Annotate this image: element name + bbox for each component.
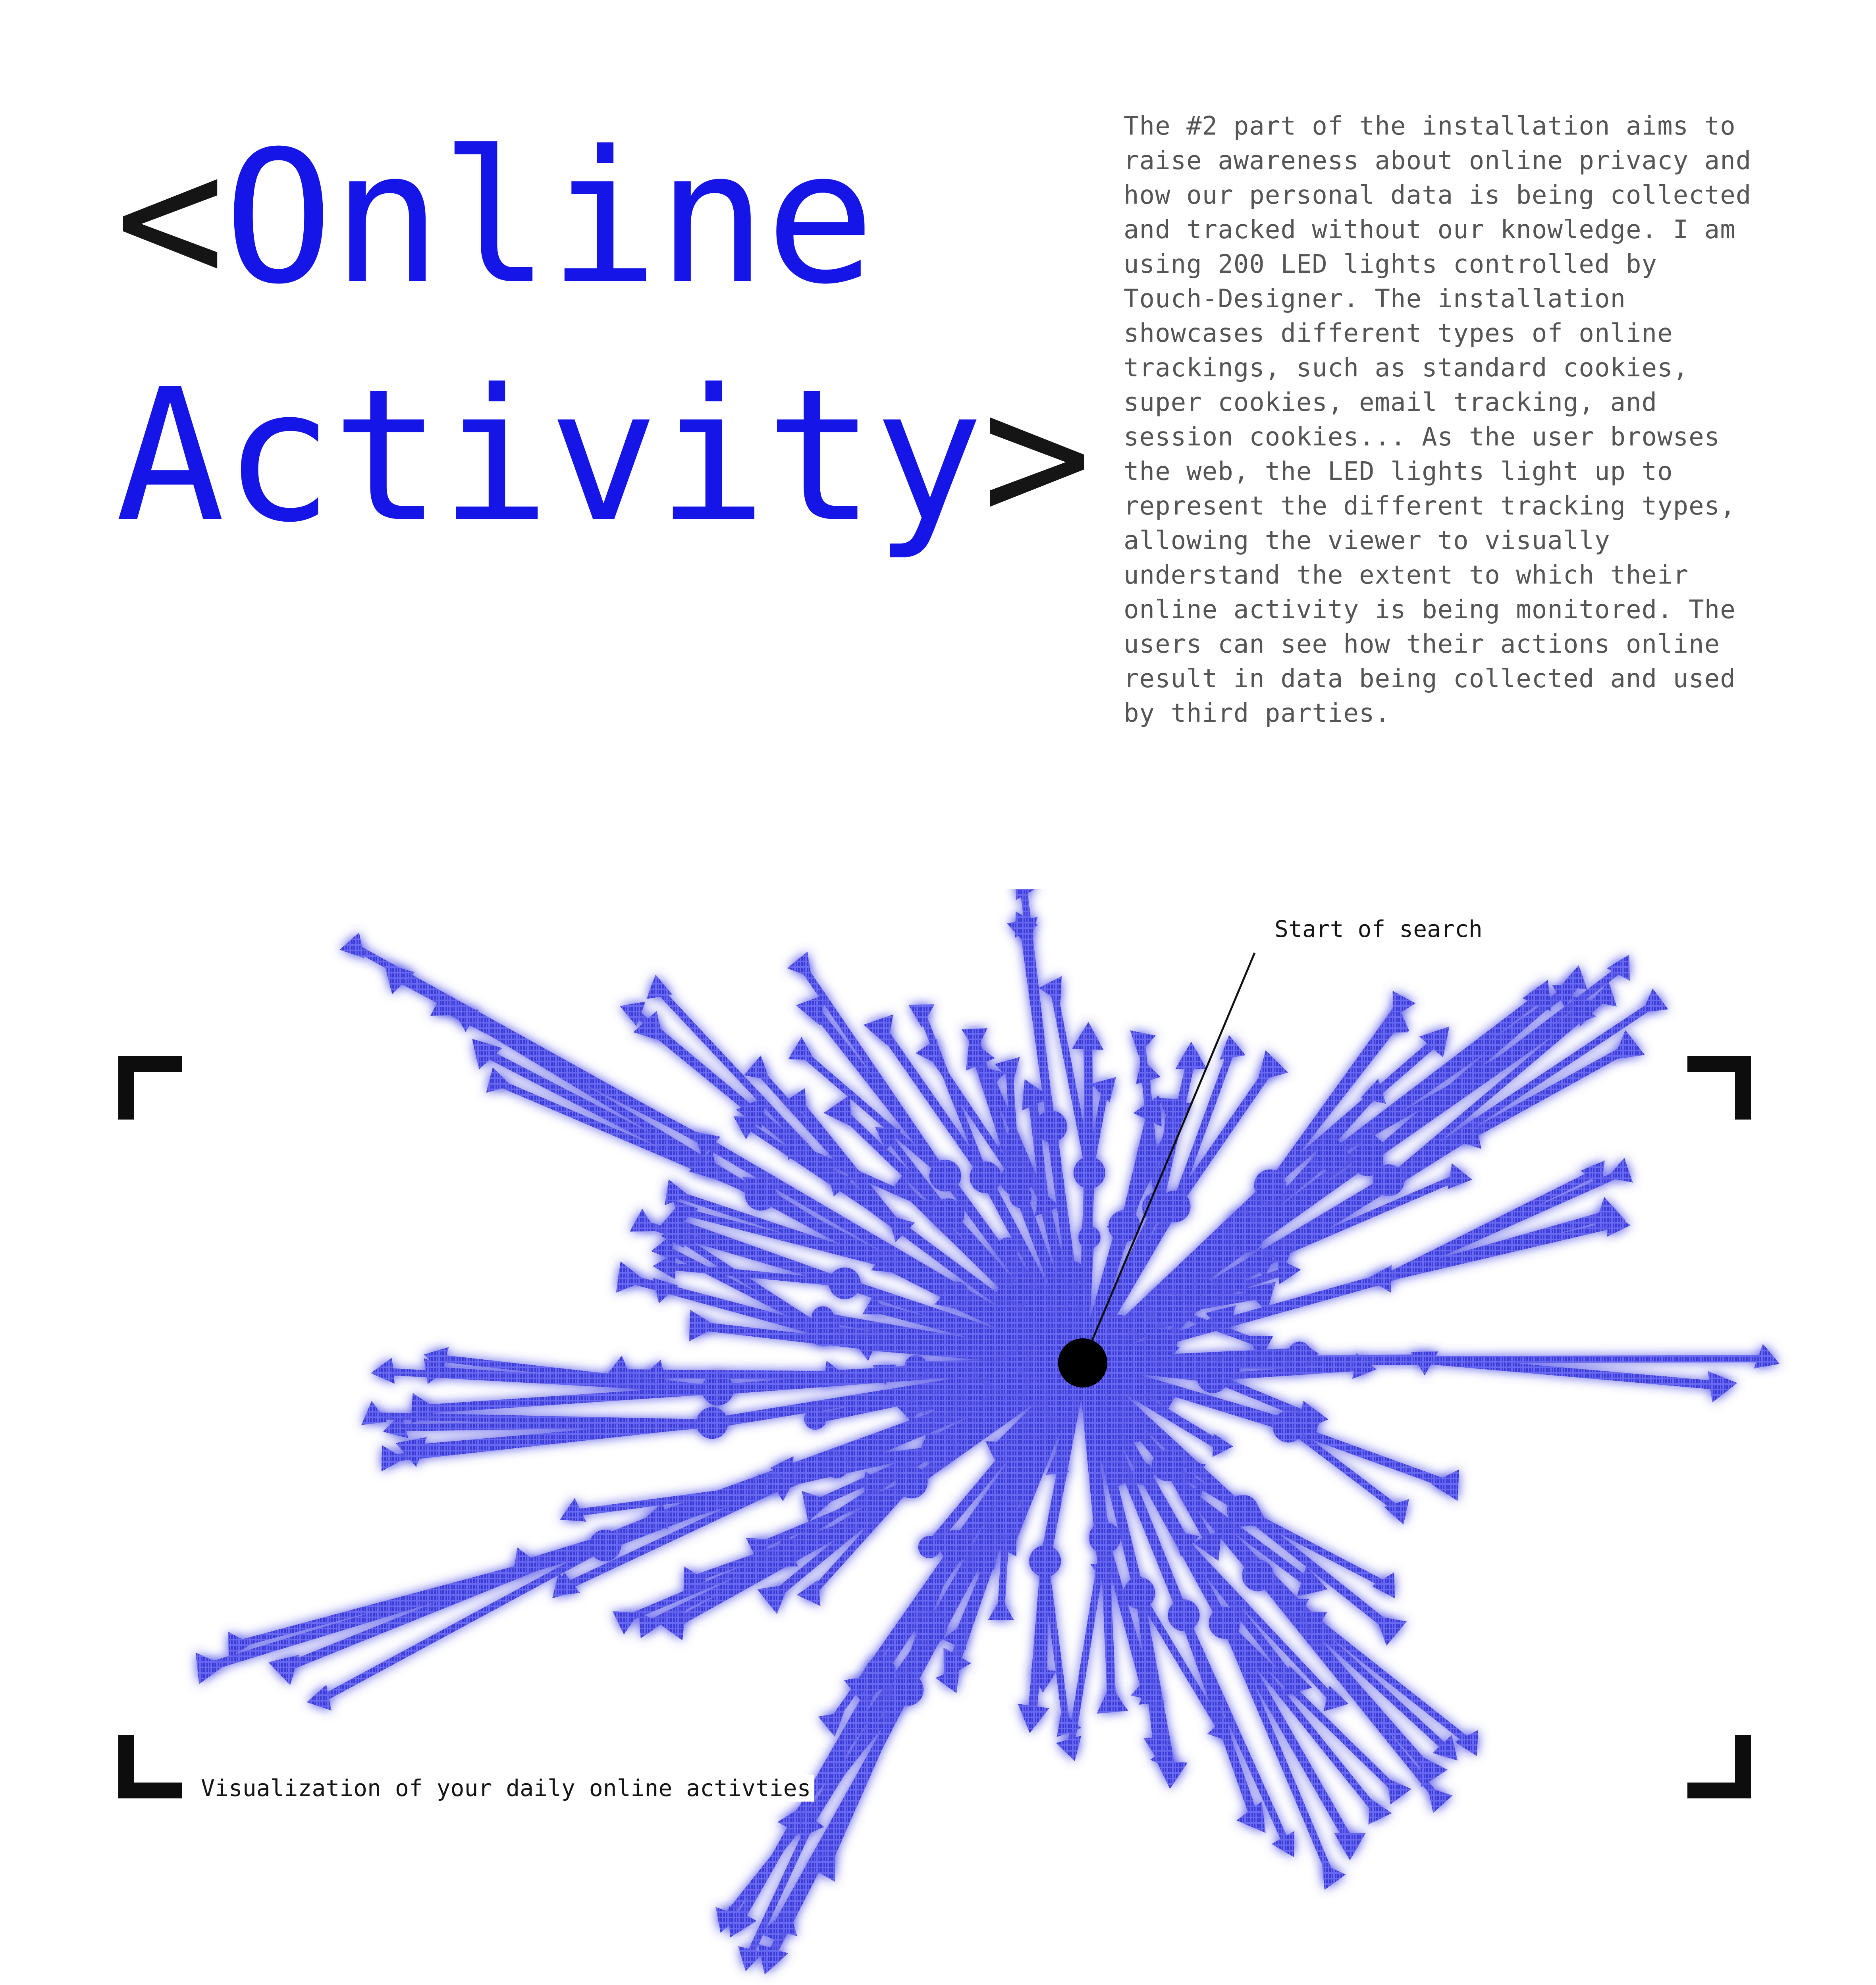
graph-node-triangle — [1258, 1050, 1288, 1081]
graph-node-circle — [940, 1530, 972, 1562]
graph-node-circle — [1197, 1361, 1229, 1393]
graph-node-circle — [808, 1314, 839, 1346]
visualization — [0, 889, 1876, 1985]
graph-node-triangle — [1614, 1030, 1645, 1060]
graph-node-circle — [964, 1380, 986, 1402]
graph-edge — [1288, 1427, 1399, 1511]
graph-edge — [1043, 1561, 1045, 1677]
graph-node-triangle — [787, 952, 812, 977]
graph-node-circle — [1373, 1164, 1405, 1196]
graph-node-circle — [1029, 1545, 1061, 1577]
graph-node-circle — [1062, 1261, 1084, 1284]
graph-node-triangle — [1419, 1755, 1448, 1787]
graph-node-triangle — [339, 933, 364, 958]
graph-node-circle — [1316, 1139, 1348, 1171]
open-bracket: < — [115, 112, 224, 324]
graph-edge — [725, 1690, 908, 1918]
graph-node-triangle — [1643, 989, 1668, 1013]
graph-node-circle — [933, 1199, 964, 1230]
title-word-online: Online — [223, 112, 874, 324]
graph-node-circle — [1089, 1522, 1120, 1554]
graph-node-circle — [1168, 1600, 1199, 1631]
graph-node-triangle — [1367, 1265, 1392, 1293]
graph-node-circle — [905, 1355, 927, 1377]
graph-node-circle — [1145, 1328, 1177, 1360]
graph-node-circle — [1132, 1463, 1154, 1485]
graph-node-circle — [702, 1374, 734, 1405]
graph-node-circle — [931, 1393, 953, 1415]
start-of-search-label: Start of search — [1274, 915, 1483, 942]
graph-node-triangle — [788, 1037, 814, 1060]
graph-node-triangle — [1368, 1798, 1392, 1825]
graph-node-circle — [1254, 1170, 1286, 1201]
network-graph — [0, 889, 1876, 1985]
graph-node-circle — [1001, 1164, 1032, 1196]
graph-node-triangle — [616, 1261, 646, 1293]
graph-node-triangle — [1431, 1469, 1459, 1501]
graph-node-circle — [826, 1456, 848, 1478]
graph-node-triangle — [630, 1209, 656, 1232]
graph-node-circle — [970, 1161, 1001, 1193]
graph-node-triangle — [744, 1055, 770, 1080]
graph-node-triangle — [1018, 1704, 1049, 1733]
graph-node-circle — [1209, 1607, 1240, 1639]
graph-node-triangle — [613, 1611, 639, 1634]
graph-node-triangle — [1039, 976, 1062, 1002]
graph-edge — [1083, 1360, 1425, 1363]
graph-node-circle — [1123, 1577, 1155, 1609]
start-node — [1058, 1338, 1107, 1388]
graph-node-triangle — [988, 1598, 1014, 1620]
graph-node-triangle — [371, 1358, 395, 1384]
graph-edge — [656, 1374, 833, 1375]
graph-node-triangle — [689, 1310, 717, 1341]
graph-node-triangle — [916, 1039, 939, 1065]
graph-node-circle — [1074, 1157, 1105, 1189]
graph-node-circle — [929, 1160, 961, 1191]
graph-node-triangle — [1072, 1022, 1104, 1050]
graph-node-circle — [1109, 1315, 1131, 1337]
graph-node-circle — [996, 1237, 1018, 1260]
graph-node-circle — [1232, 1220, 1264, 1252]
graph-node-circle — [1273, 1411, 1304, 1443]
graph-node-triangle — [908, 1004, 935, 1027]
frame-corner-bottom-right — [1687, 1735, 1751, 1798]
graph-node-triangle — [823, 1095, 852, 1127]
graph-node-circle — [918, 1536, 941, 1558]
graph-edge — [1383, 1224, 1616, 1279]
graph-node-circle — [1139, 1144, 1161, 1166]
graph-node-triangle — [1448, 1163, 1472, 1189]
graph-node-circle — [1124, 1420, 1146, 1442]
graph-node-triangle — [757, 1584, 789, 1614]
graph-node-triangle — [1056, 1736, 1081, 1761]
graph-node-triangle — [1428, 1787, 1452, 1813]
graph-node-triangle — [1376, 1616, 1407, 1646]
graph-node-triangle — [1322, 1864, 1346, 1890]
graph-node-triangle — [1175, 1042, 1207, 1069]
graph-node-triangle — [1213, 1434, 1234, 1457]
frame-corner-bottom-left — [118, 1735, 182, 1798]
title-word-activity: Activity — [115, 350, 982, 563]
graph-node-circle — [589, 1530, 621, 1561]
graph-node-triangle — [797, 1580, 821, 1606]
graph-edge — [1425, 1360, 1719, 1386]
graph-node-triangle — [196, 1653, 225, 1684]
graph-node-triangle — [818, 1712, 844, 1737]
graph-node-triangle — [653, 1253, 675, 1280]
graph-node-circle — [1159, 1191, 1191, 1222]
graph-node-circle — [1078, 1226, 1101, 1248]
intro-paragraph: The #2 part of the installation aims to raise awareness about online privacy and how our personal data is being collected and tracked without our knowledge. I am using 200 LED lights controlled by Touch-Designer. The installation showcases different types of online trackings, such as standard cookies, super cookies, email tracking, and session cookies... As the user browses the web, the LED lights light up to represent the different tracking types, allowing the viewer to visually understand the extent to which their online activity is being monitored. The users can see how their actions online result in data being collected and used by third parties. — [1124, 112, 1752, 728]
graph-node-circle — [1048, 1393, 1070, 1415]
title-line-2 — [115, 337, 1091, 576]
graph-node-circle — [804, 1407, 826, 1430]
graph-edge — [421, 1390, 718, 1409]
graph-node-circle — [946, 1282, 968, 1304]
graph-node-circle — [974, 1551, 996, 1573]
close-bracket: > — [982, 350, 1091, 563]
graph-node-circle — [1242, 1559, 1274, 1591]
graph-node-triangle — [268, 1655, 299, 1685]
graph-node-circle — [1026, 1413, 1048, 1435]
graph-node-circle — [1155, 1294, 1186, 1326]
graph-node-triangle — [1334, 1833, 1366, 1860]
graph-node-circle — [1003, 1372, 1025, 1394]
graph-node-triangle — [307, 1685, 332, 1711]
visualization-caption: Visualization of your daily online activties — [198, 1775, 814, 1802]
graph-node-circle — [991, 1503, 1022, 1534]
graph-edge — [749, 1673, 881, 1956]
page-title — [115, 99, 1091, 576]
graph-node-triangle — [1277, 1258, 1301, 1285]
graph-node-triangle — [382, 1445, 405, 1471]
graph-node-circle — [829, 1267, 861, 1299]
graph-node-circle — [1009, 1281, 1031, 1303]
graph-node-triangle — [1220, 1035, 1246, 1060]
graph-node-circle — [1152, 1449, 1184, 1481]
title-line-1 — [115, 99, 1091, 337]
graph-node-circle — [1035, 1110, 1067, 1142]
frame-corner-top-right — [1687, 1056, 1751, 1120]
frame-corner-top-left — [118, 1056, 182, 1120]
graph-node-triangle — [1387, 1779, 1411, 1804]
graph-node-triangle — [1708, 1371, 1737, 1403]
graph-node-triangle — [1136, 1059, 1161, 1085]
graph-node-circle — [896, 1467, 927, 1498]
graph-node-circle — [1105, 1464, 1128, 1486]
graph-node-circle — [915, 1613, 947, 1644]
graph-node-circle — [696, 1407, 728, 1439]
graph-node-triangle — [962, 1028, 988, 1052]
graph-node-triangle — [1097, 1685, 1128, 1713]
graph-node-circle — [922, 1434, 953, 1465]
